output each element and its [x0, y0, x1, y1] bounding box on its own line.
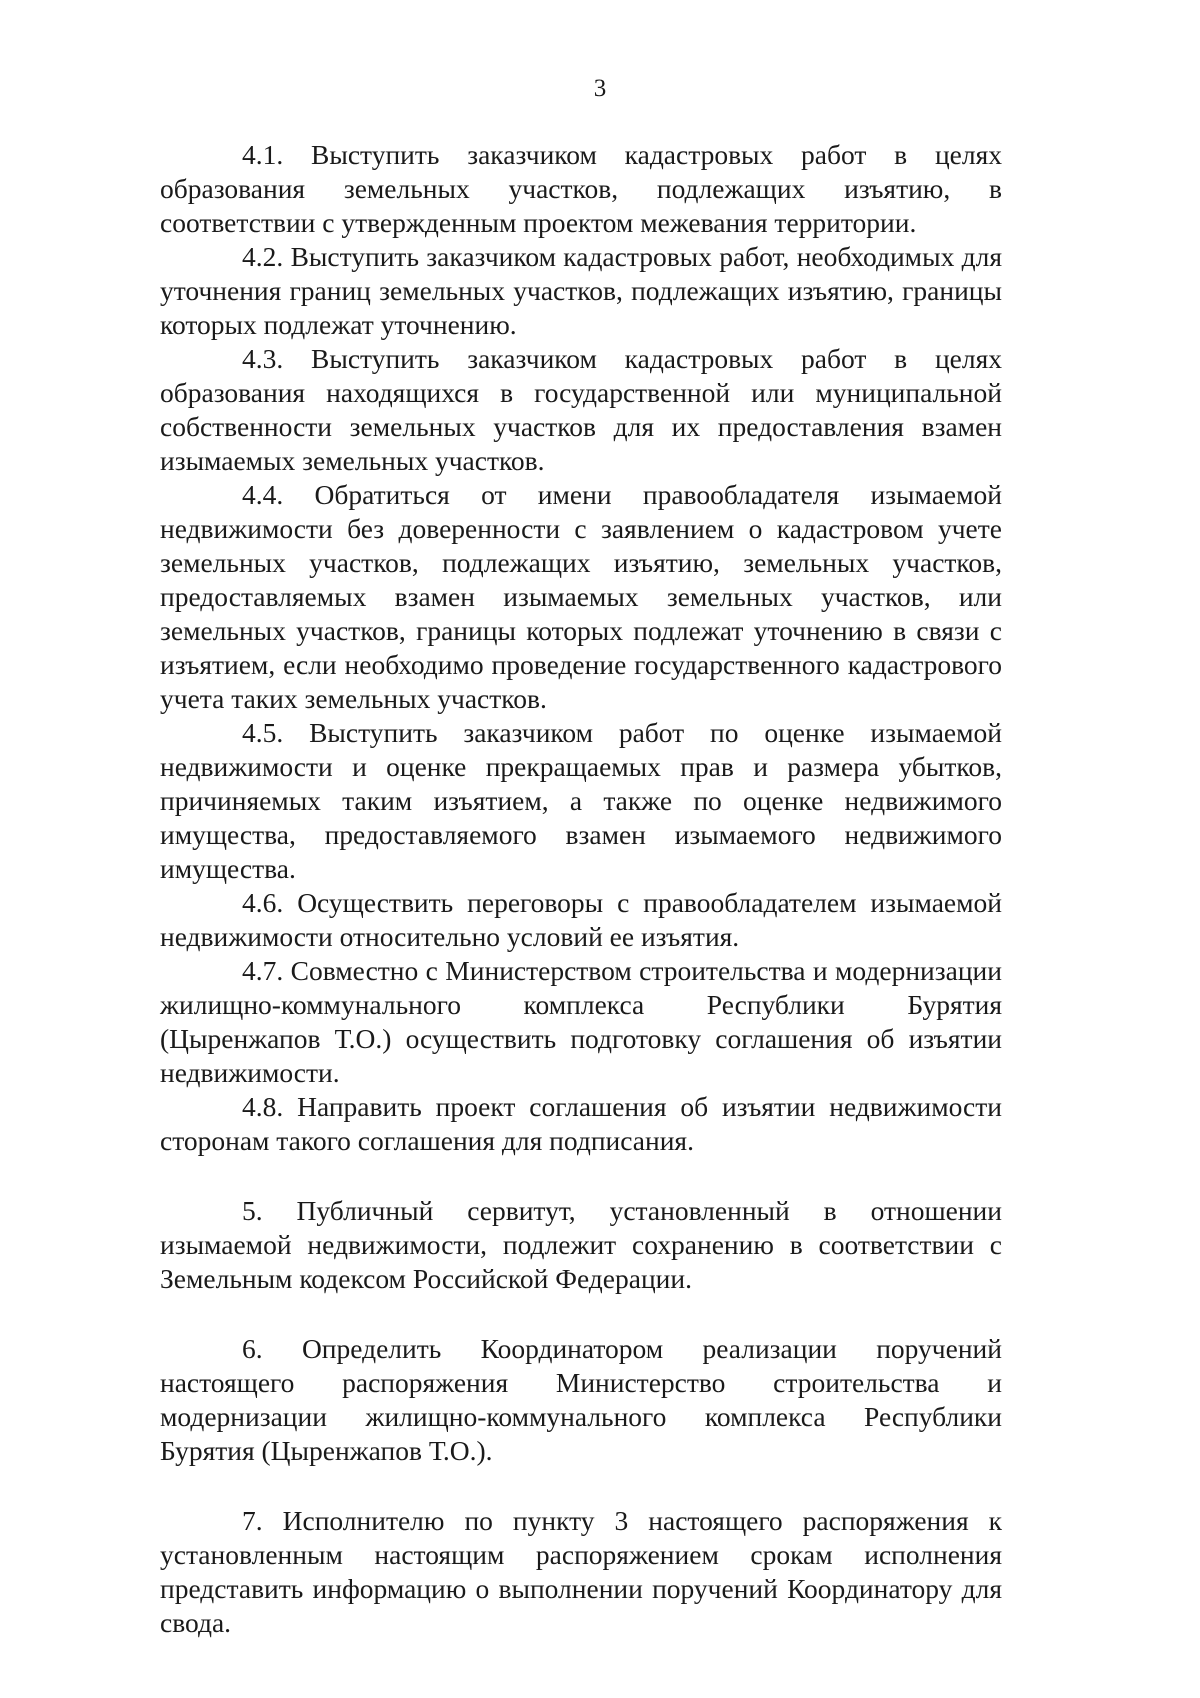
clause-4-1: 4.1. Выступить заказчиком кадастровых работ в целях образования земельных участков, подлежащих изъятию, в соответствии с утвержденным проектом межевания территории.: [160, 139, 1002, 238]
document-body: [160, 138, 1002, 1640]
page-number: 3: [593, 75, 607, 102]
section-spacer: [160, 1158, 1002, 1194]
clause-4-7: 4.7. Совместно с Министерством строительства и модернизации жилищно-коммунального комплекса Республики Бурятия (Цыренжапов Т.О.) осуществить подготовку соглашения об изъятии недвижимости.: [160, 955, 1002, 1088]
clause-4-8: 4.8. Направить проект соглашения об изъятии недвижимости сторонам такого соглашения для подписания.: [160, 1091, 1002, 1156]
clause-7: 7. Исполнителю по пункту 3 настоящего распоряжения к установленным настоящим распоряжением срокам исполнения представить информацию о выполнении поручений Координатору для свода.: [160, 1505, 1002, 1638]
clause-4-4: 4.4. Обратиться от имени правообладателя изымаемой недвижимости без доверенности с заявлением о кадастровом учете земельных участков, подлежащих изъятию, земельных участков, предоставляемых взамен изымаемых земельных участков, или земельных участков, границы которых подлежат уточнению в связи с изъятием, если необходимо проведение государственного кадастрового учета таких земельных участков.: [160, 479, 1002, 714]
clause-5: 5. Публичный сервитут, установленный в отношении изымаемой недвижимости, подлежит сохранению в соответствии с Земельным кодексом Российской Федерации.: [160, 1195, 1002, 1294]
clause-4-6: 4.6. Осуществить переговоры с правообладателем изымаемой недвижимости относительно условий ее изъятия.: [160, 887, 1002, 952]
clause-4-3: 4.3. Выступить заказчиком кадастровых работ в целях образования находящихся в государственной или муниципальной собственности земельных участков для их предоставления взамен изымаемых земельных участков.: [160, 343, 1002, 476]
clause-4-5: 4.5. Выступить заказчиком работ по оценке изымаемой недвижимости и оценке прекращаемых прав и размера убытков, причиняемых таким изъятием, а также по оценке недвижимого имущества, предоставляемого взамен изымаемого недвижимого имущества.: [160, 717, 1002, 884]
section-spacer: [160, 1296, 1002, 1332]
clause-4-2: 4.2. Выступить заказчиком кадастровых работ, необходимых для уточнения границ земельных участков, подлежащих изъятию, границы которых подлежат уточнению.: [160, 241, 1002, 340]
section-spacer: [160, 1468, 1002, 1504]
clause-6: 6. Определить Координатором реализации поручений настоящего распоряжения Министерство строительства и модернизации жилищно-коммунального комплекса Республики Бурятия (Цыренжапов Т.О.).: [160, 1333, 1002, 1466]
